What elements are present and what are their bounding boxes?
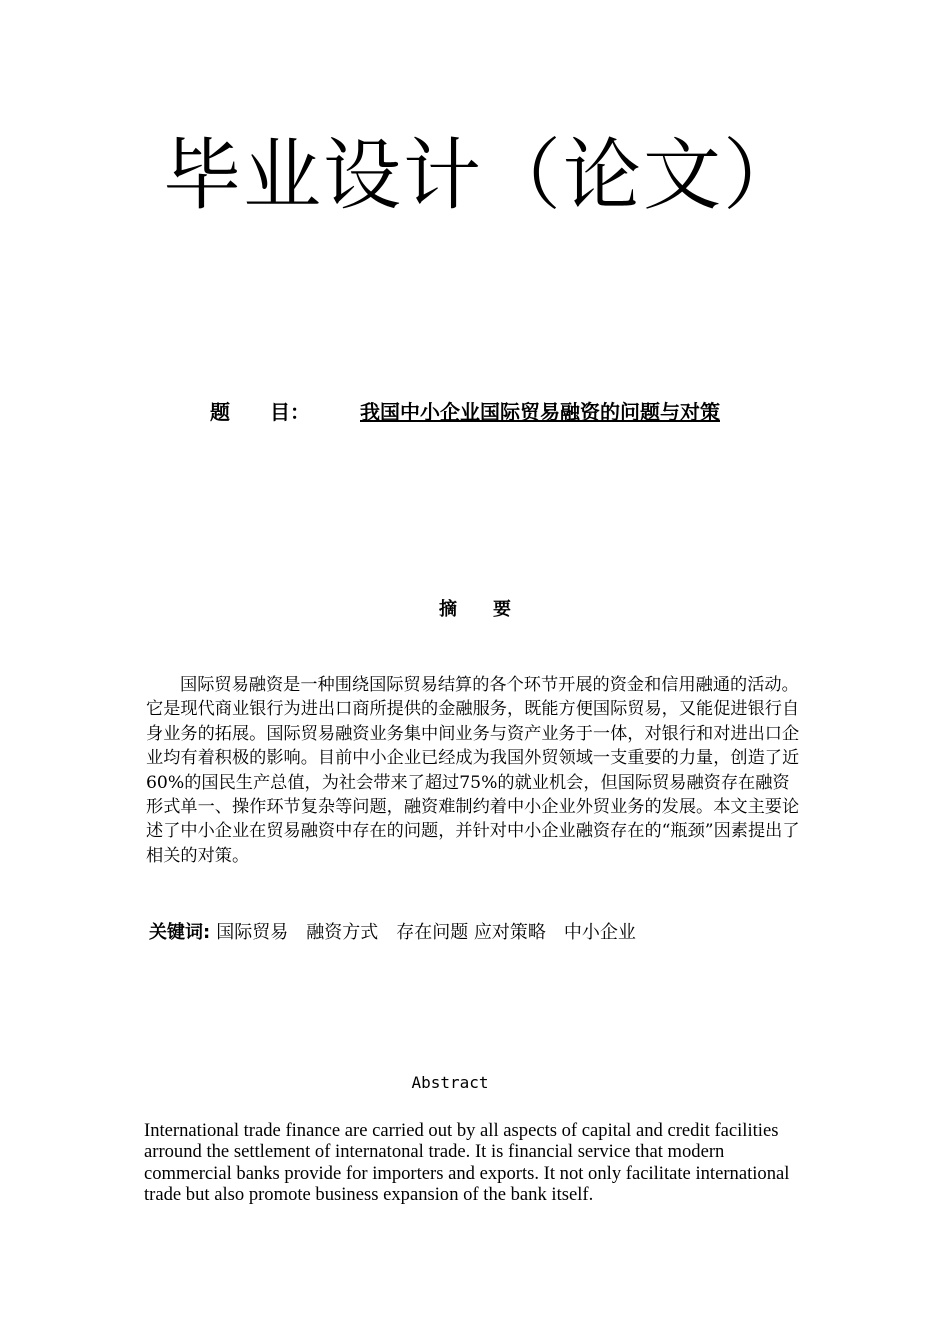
thesis-cover-title: 毕业设计（论文）	[163, 131, 804, 221]
keywords-label: 关键词:	[149, 922, 211, 943]
keywords-row	[149, 920, 636, 946]
keywords-value: 国际贸易 融资方式 存在问题 应对策略 中小企业	[216, 922, 636, 943]
chinese-abstract-heading: 摘 要	[439, 599, 511, 620]
topic-label: 题 目：	[210, 400, 310, 424]
english-abstract-heading: Abstract	[411, 1073, 489, 1092]
topic-value: 我国中小企业国际贸易融资的问题与对策	[360, 400, 720, 424]
chinese-abstract-body: 国际贸易融资是一种围绕国际贸易结算的各个环节开展的资金和信用融通的活动。它是现代商业银行为进出口商所提供的金融服务，既能方便国际贸易，又能促进银行自身业务的拓展。国际贸易融资业务集中间业务与资产业务于一体，对银行和对进出口企业均有着积极的影响。目前中小企业已经成为我国外贸领域一支重要的力量，创造了近60%的国民生产总值，为社会带来了超过75%的就业机会，但国际贸易融资存在融资形式单一、操作环节复杂等问题，融资难制约着中小企业外贸业务的发展。本文主要论述了中小企业在贸易融资中存在的问题，并针对中小企业融资存在的“瓶颈”因素提出了相关的对策。	[146, 675, 800, 866]
english-abstract-body: International trade finance are carried out by all aspects of capital and credit facilities arround the settlement of internatonal trade. It is financial service that modern commercial banks provide for importers and exports. It not only facilitate international trade but also promote business expansion of the bank itself.	[144, 1120, 790, 1206]
topic-row	[210, 398, 720, 426]
